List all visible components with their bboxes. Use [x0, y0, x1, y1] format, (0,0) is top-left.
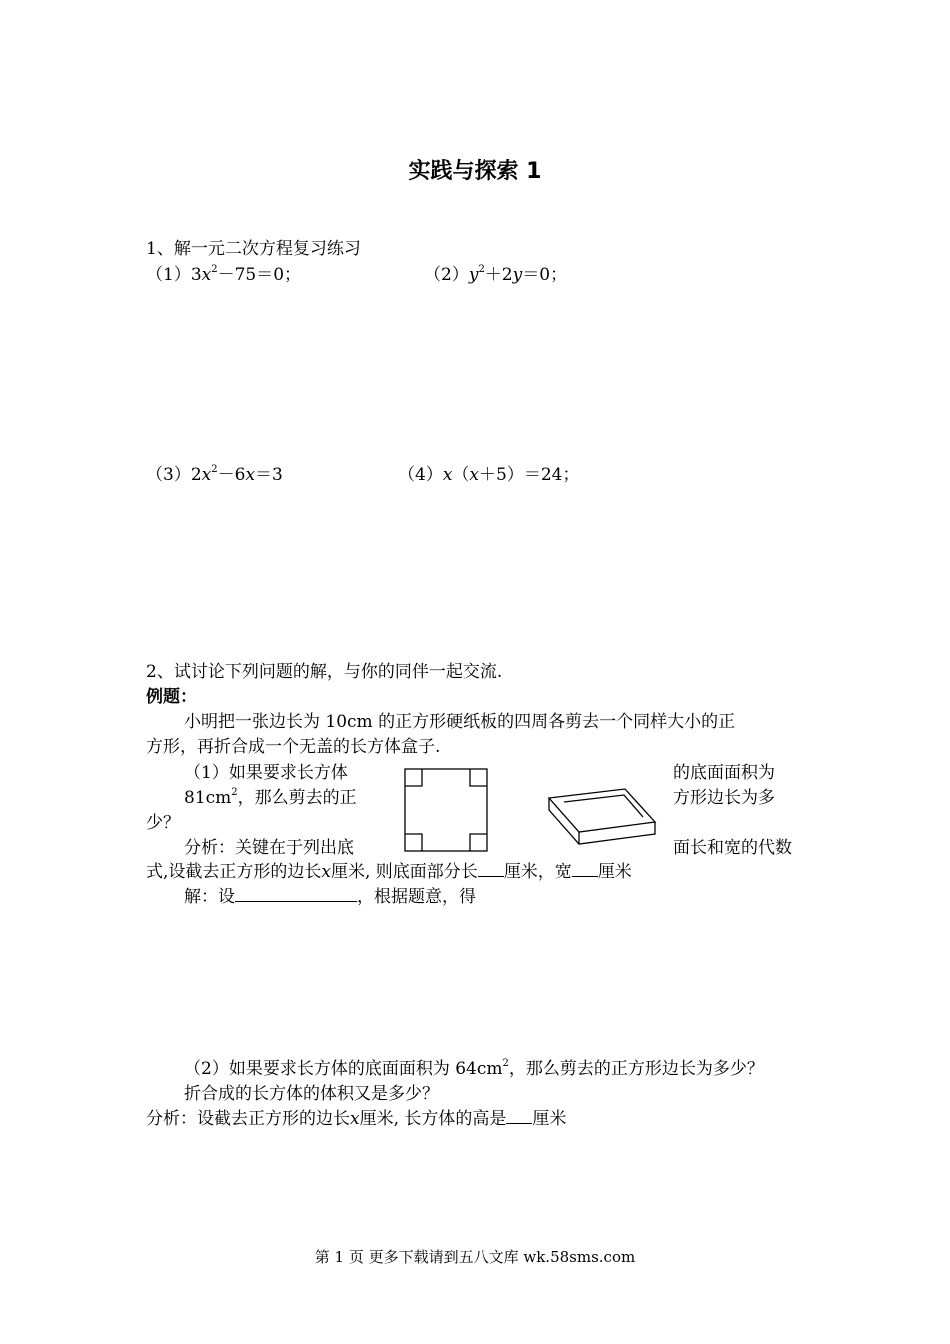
sub2-analysis: 分析：设截去正方形的边长x厘米, 长方体的高是 厘米	[146, 1109, 567, 1129]
example-para-line2: 方形，再折合成一个无盖的长方体盒子.	[146, 737, 441, 757]
sub1-line3: 少？	[146, 813, 180, 833]
q1-part3: $(3)2x^2-6x=3$	[146, 464, 283, 485]
page-title: 实践与探索 1	[408, 159, 542, 184]
q2-heading: 2、试讨论下列问题的解，与你的同伴一起交流.	[146, 662, 503, 682]
height-blank[interactable]	[506, 1109, 532, 1124]
sub2-line2: 折合成的长方体的体积又是多少？	[184, 1084, 439, 1104]
sub1-line1-right: 的底面面积为	[673, 763, 775, 783]
flat-square-with-corners	[405, 769, 487, 851]
example-label: 例题：	[146, 687, 197, 707]
q1-part4: （4）x（x＋5）＝24；	[398, 465, 580, 485]
sub1-line1-left: （1）如果要求长方体	[184, 763, 348, 783]
sub1-analysis-line2: 式,设截去正方形的边长x厘米, 则底面部分长 厘米，宽 厘米	[146, 862, 632, 882]
sub1-analysis-right: 面长和宽的代数	[673, 838, 792, 858]
open-box	[549, 789, 655, 844]
length-blank[interactable]	[478, 862, 504, 877]
q1-part1: $(1)3x^2-75=0$；	[146, 264, 302, 285]
q1-part2: $(2)y^2+2y=0$；	[424, 264, 568, 285]
page-footer: 第 1 页 更多下载请到五八文库 wk.58sms.com	[314, 1248, 636, 1266]
example-para-line1: 小明把一张边长为 10cm 的正方形硬纸板的四周各剪去一个同样大小的正	[184, 712, 736, 732]
width-blank[interactable]	[572, 862, 598, 877]
sub1-line2-right: 方形边长为多	[673, 788, 775, 808]
sub2-line1: （2）如果要求长方体的底面面积为 $64cm^2$，那么剪去的正方形边长为多少？	[184, 1058, 764, 1079]
sub1-solution: 解：设 ，根据题意，得	[184, 887, 476, 907]
box-figure	[398, 762, 668, 860]
q1-heading: 1、解一元二次方程复习练习	[146, 239, 361, 259]
let-blank[interactable]	[235, 887, 357, 902]
sub1-line2-left: $81cm^2$，那么剪去的正	[184, 787, 357, 808]
sub1-analysis-left: 分析：关键在于列出底	[184, 838, 354, 858]
